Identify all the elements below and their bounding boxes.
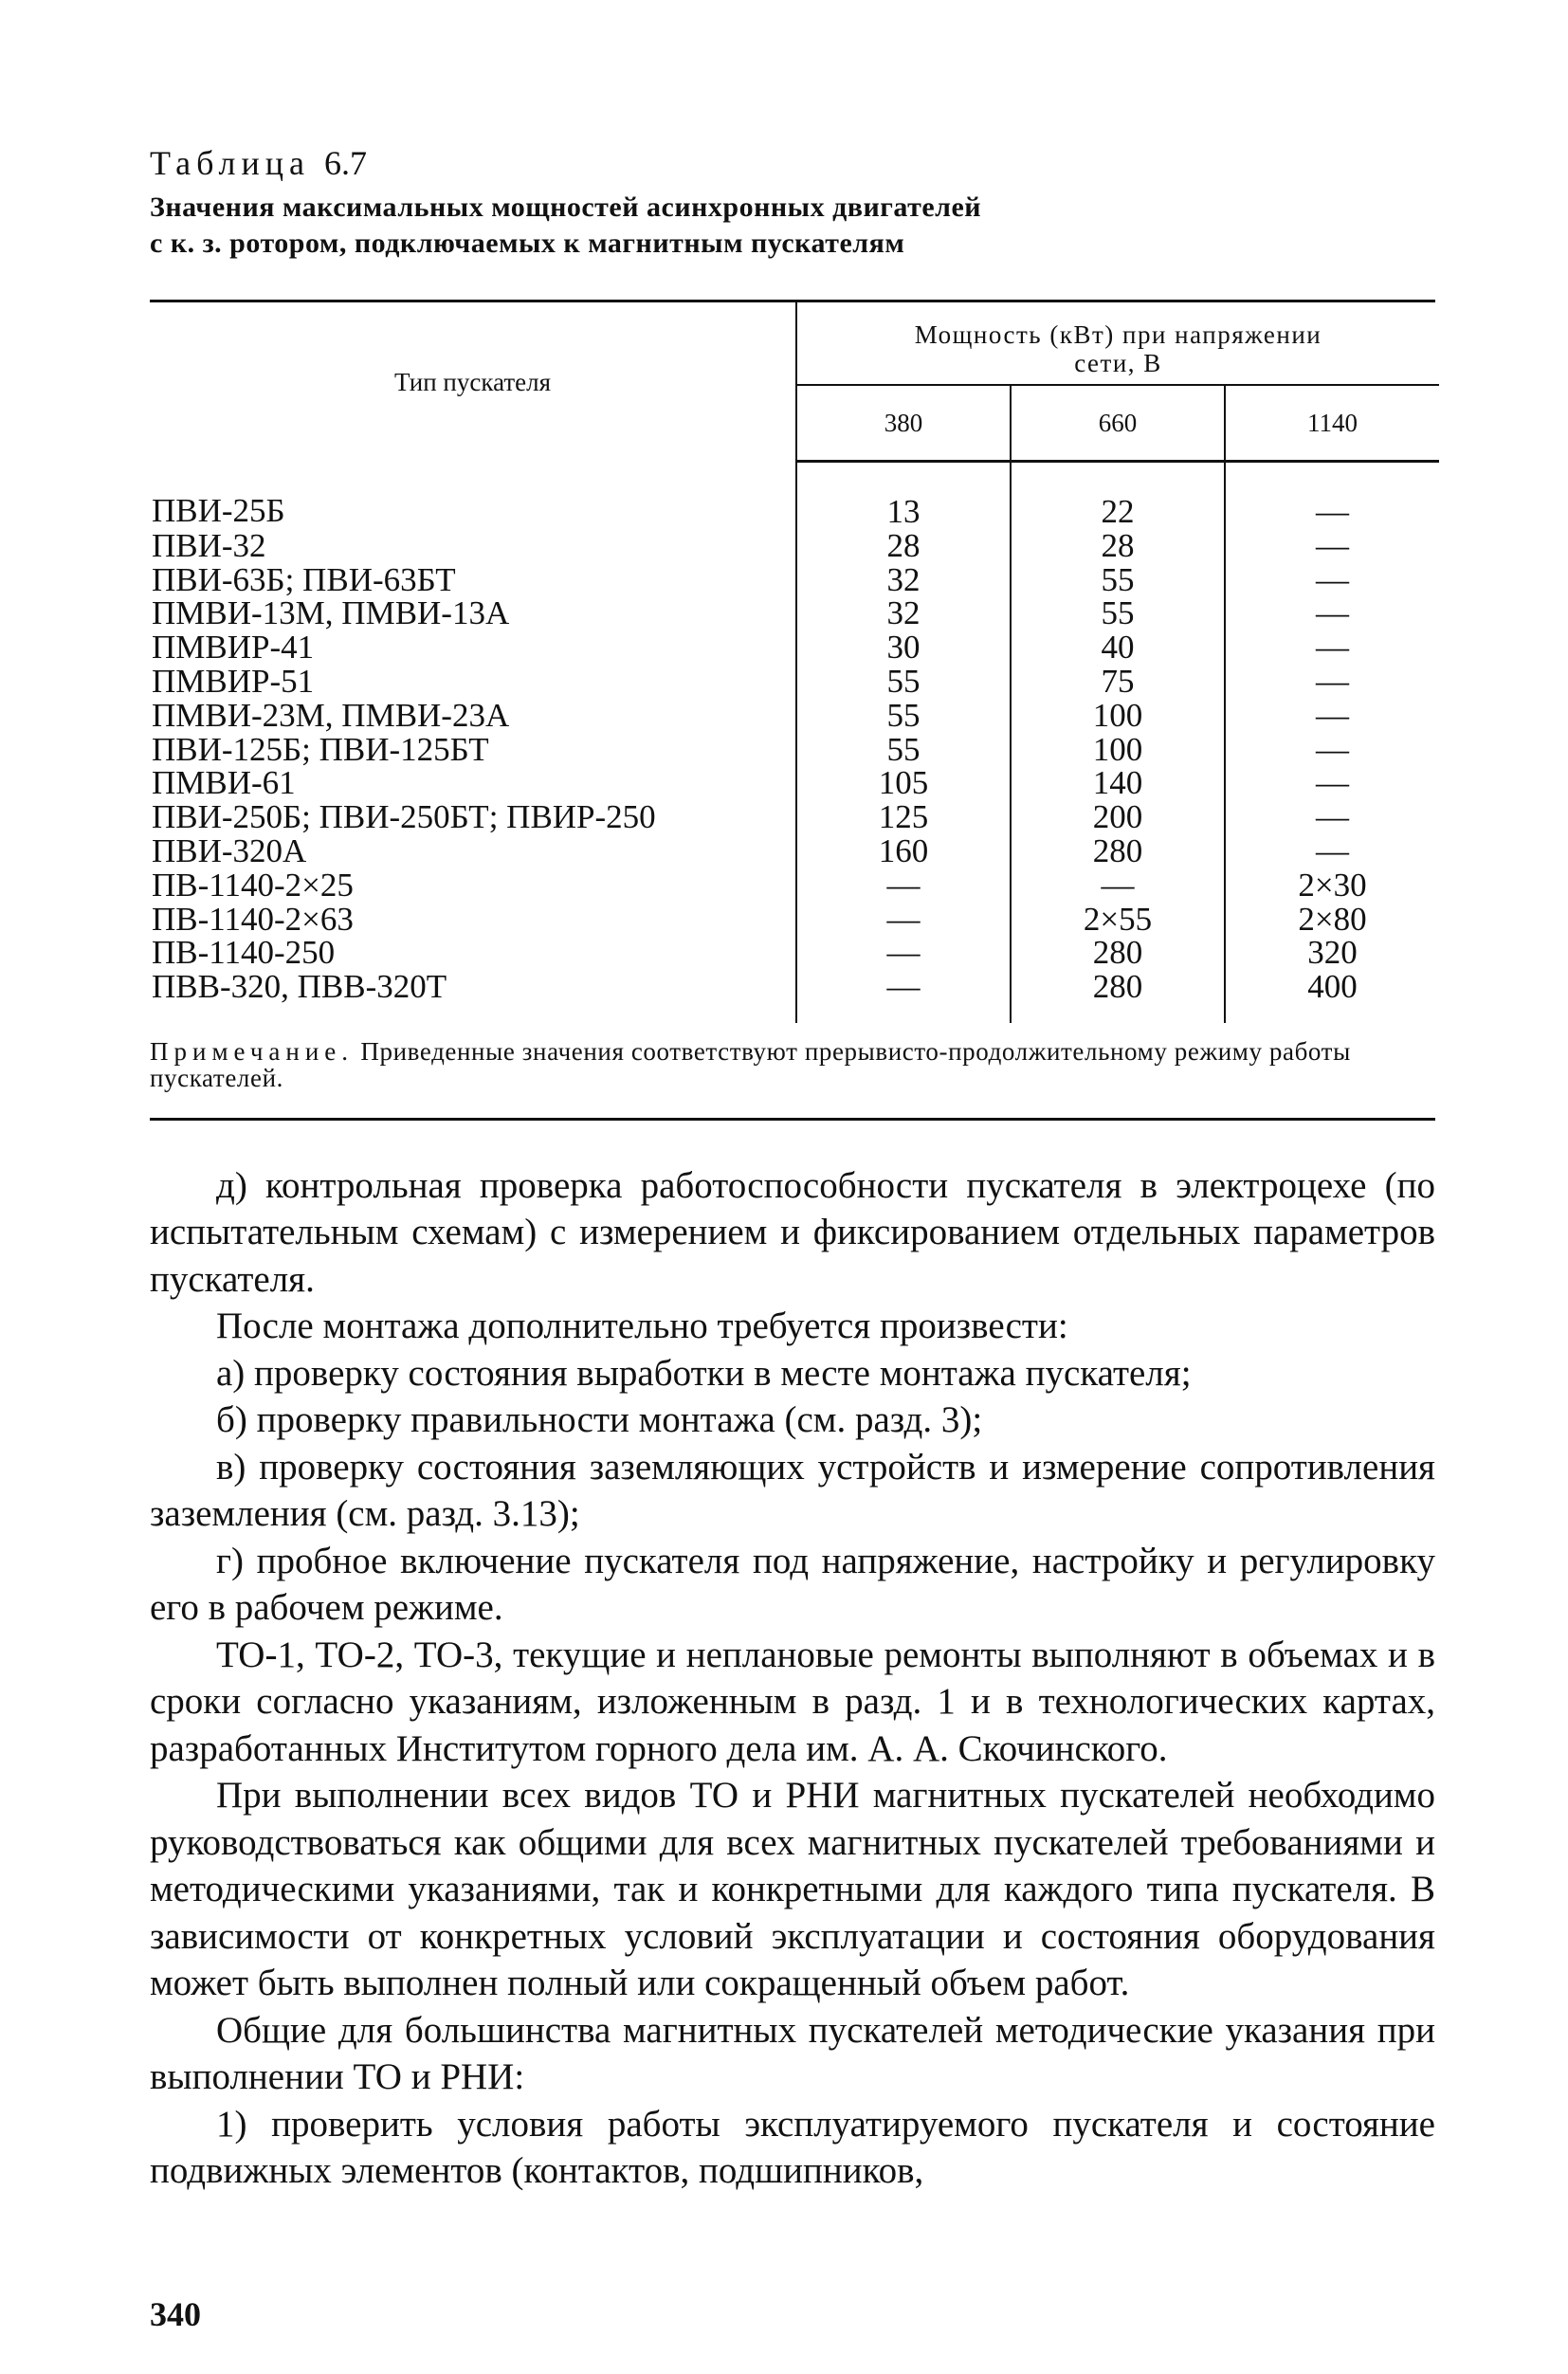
table-row [150,630,1439,665]
table-row [150,800,1439,834]
cell-type: ПВВ-320, ПВВ-320Т [150,970,796,1023]
paragraph: в) проверку состояния заземляющих устройств и измерение сопротивления заземления (см. разд. 3.13); [150,1446,1435,1535]
cell-380: 13 [886,493,921,530]
header-type: Тип пускателя [150,302,796,462]
table-number: 6.7 [323,144,367,182]
table-row [150,733,1439,767]
cell-type: ПВИ-250Б; ПВИ-250БТ; ПВИР-250 [150,800,796,834]
cell-type: ПВИ-63Б; ПВИ-63БТ [150,563,796,597]
table-row [150,834,1439,868]
cell-660: 280 [1011,936,1225,970]
table-title-line-2: с к. з. ротором, подключаемых к магнитным пускателям [150,228,905,259]
table-title [150,190,1435,262]
table-row [150,699,1439,733]
cell-1140: — [1316,560,1350,598]
table-row [150,766,1439,800]
page-number: 340 [150,2295,201,2333]
header-power-line-2: сети, В [1074,349,1162,377]
cell-type: ПМВИР-51 [150,665,796,699]
table-title-line-1: Значения максимальных мощностей асинхронных двигателей [150,192,982,223]
cell-380: 105 [878,764,929,802]
table-container [150,300,1435,1121]
header-power-line-1: Мощность (кВт) при напряжении [914,320,1322,349]
cell-1140: — [1316,798,1350,836]
cell-1140: — [1316,493,1350,530]
paragraph: а) проверку состояния выработки в месте монтажа пускателя; [216,1352,1192,1394]
paragraph: При выполнении всех видов ТО и РНИ магнитных пускателей необходимо руководствоваться как общими для всех магнитных пускателей требованиями и методическими указаниями, так и конкретными для каждого типа пускателя. В зависимости от конкретных условий эксплуатации и состояния оборудования может быть выполнен полный или сокращенный объем работ. [150,1775,1435,2004]
cell-380: — [886,968,921,1006]
table-label [150,142,1435,184]
cell-660: 55 [1011,563,1225,597]
cell-type: ПВ-1140-2×63 [150,903,796,937]
cell-1140: 2×80 [1298,900,1367,938]
cell-660: 2×55 [1011,903,1225,937]
cell-type: ПМВИ-13М, ПМВИ-13А [150,596,796,630]
cell-1140: — [1316,764,1350,802]
cell-380: — [886,900,921,938]
table-body [150,462,1439,1023]
cell-660: 55 [1011,596,1225,630]
cell-660: 28 [1011,529,1225,563]
cell-660: 100 [1011,733,1225,767]
cell-380: 32 [886,594,921,632]
cell-1140: — [1316,662,1350,700]
starter-power-table [150,302,1439,1023]
table-row [150,970,1439,1023]
header-power [796,302,1439,385]
cell-380: — [886,866,921,904]
cell-1140: — [1316,629,1350,667]
cell-1140: — [1316,594,1350,632]
cell-type: ПМВИР-41 [150,630,796,665]
cell-660: 75 [1011,665,1225,699]
cell-type: ПВИ-25Б [150,462,796,529]
cell-1140: 2×30 [1298,866,1367,904]
cell-660: 22 [1011,462,1225,529]
table-row [150,868,1439,903]
cell-type: ПМВИ-61 [150,766,796,800]
header-voltage-1140: 1140 [1225,385,1439,462]
header-voltage-380: 380 [796,385,1011,462]
cell-380: 55 [886,662,921,700]
paragraph: ТО-1, ТО-2, ТО-3, текущие и неплановые ремонты выполняют в объемах и в сроки согласно указаниям, изложенным в разд. 1 и в технологических картах, разработанных Институтом горного дела им. А. А. Скочинского. [150,1634,1435,1769]
table-header [150,302,1439,462]
cell-660: 100 [1011,699,1225,733]
cell-type: ПВИ-320А [150,834,796,868]
cell-type: ПВ-1140-2×25 [150,868,796,903]
cell-660: 200 [1011,800,1225,834]
cell-660: 40 [1011,630,1225,665]
cell-380: 30 [886,629,921,667]
cell-1140: — [1316,696,1350,734]
paragraph: г) пробное включение пускателя под напряжение, настройку и регулировку его в рабочем режиме. [150,1540,1435,1629]
table-row [150,936,1439,970]
paragraph: б) проверку правильности монтажа (см. разд. 3); [216,1399,983,1441]
cell-660: 280 [1011,970,1225,1023]
cell-380: 32 [886,560,921,598]
cell-380: 160 [878,831,929,869]
table-row [150,529,1439,563]
cell-1140: — [1316,831,1350,869]
cell-380: 28 [886,526,921,564]
note-label: Примечание. [150,1036,355,1066]
cell-type: ПВИ-32 [150,529,796,563]
paragraph: После монтажа дополнительно требуется произвести: [216,1306,1068,1347]
header-voltage-660: 660 [1011,385,1225,462]
cell-1140: — [1316,526,1350,564]
cell-1140: 400 [1307,968,1358,1006]
paragraph: 1) проверить условия работы эксплуатируемого пускателя и состояние подвижных элементов (контактов, подшипников, [150,2103,1435,2192]
cell-380: 55 [886,730,921,768]
cell-type: ПМВИ-23М, ПМВИ-23А [150,699,796,733]
paragraph: Общие для большинства магнитных пускателей методические указания при выполнении ТО и РНИ: [150,2009,1435,2098]
cell-1140: 320 [1307,934,1358,972]
body-text [150,1162,1435,2195]
cell-660: — [1011,868,1225,903]
table-label-word: Таблица [150,144,310,182]
note-text: Приведенные значения соответствуют прерывисто-продолжительному режиму работы пускателей. [150,1036,1351,1092]
cell-380: 125 [878,798,929,836]
cell-380: — [886,934,921,972]
cell-660: 140 [1011,766,1225,800]
table-row [150,903,1439,937]
table-row [150,462,1439,529]
cell-type: ПВ-1140-250 [150,936,796,970]
cell-660: 280 [1011,834,1225,868]
cell-1140: — [1316,730,1350,768]
paragraph: д) контрольная проверка работоспособности пускателя в электроцехе (по испытательным схемам) с измерением и фиксированием отдельных параметров пускателя. [150,1164,1435,1300]
page [150,142,1435,2195]
cell-380: 55 [886,696,921,734]
table-row [150,563,1439,597]
table-note [150,1038,1435,1121]
table-row [150,665,1439,699]
cell-type: ПВИ-125Б; ПВИ-125БТ [150,733,796,767]
table-row [150,596,1439,630]
